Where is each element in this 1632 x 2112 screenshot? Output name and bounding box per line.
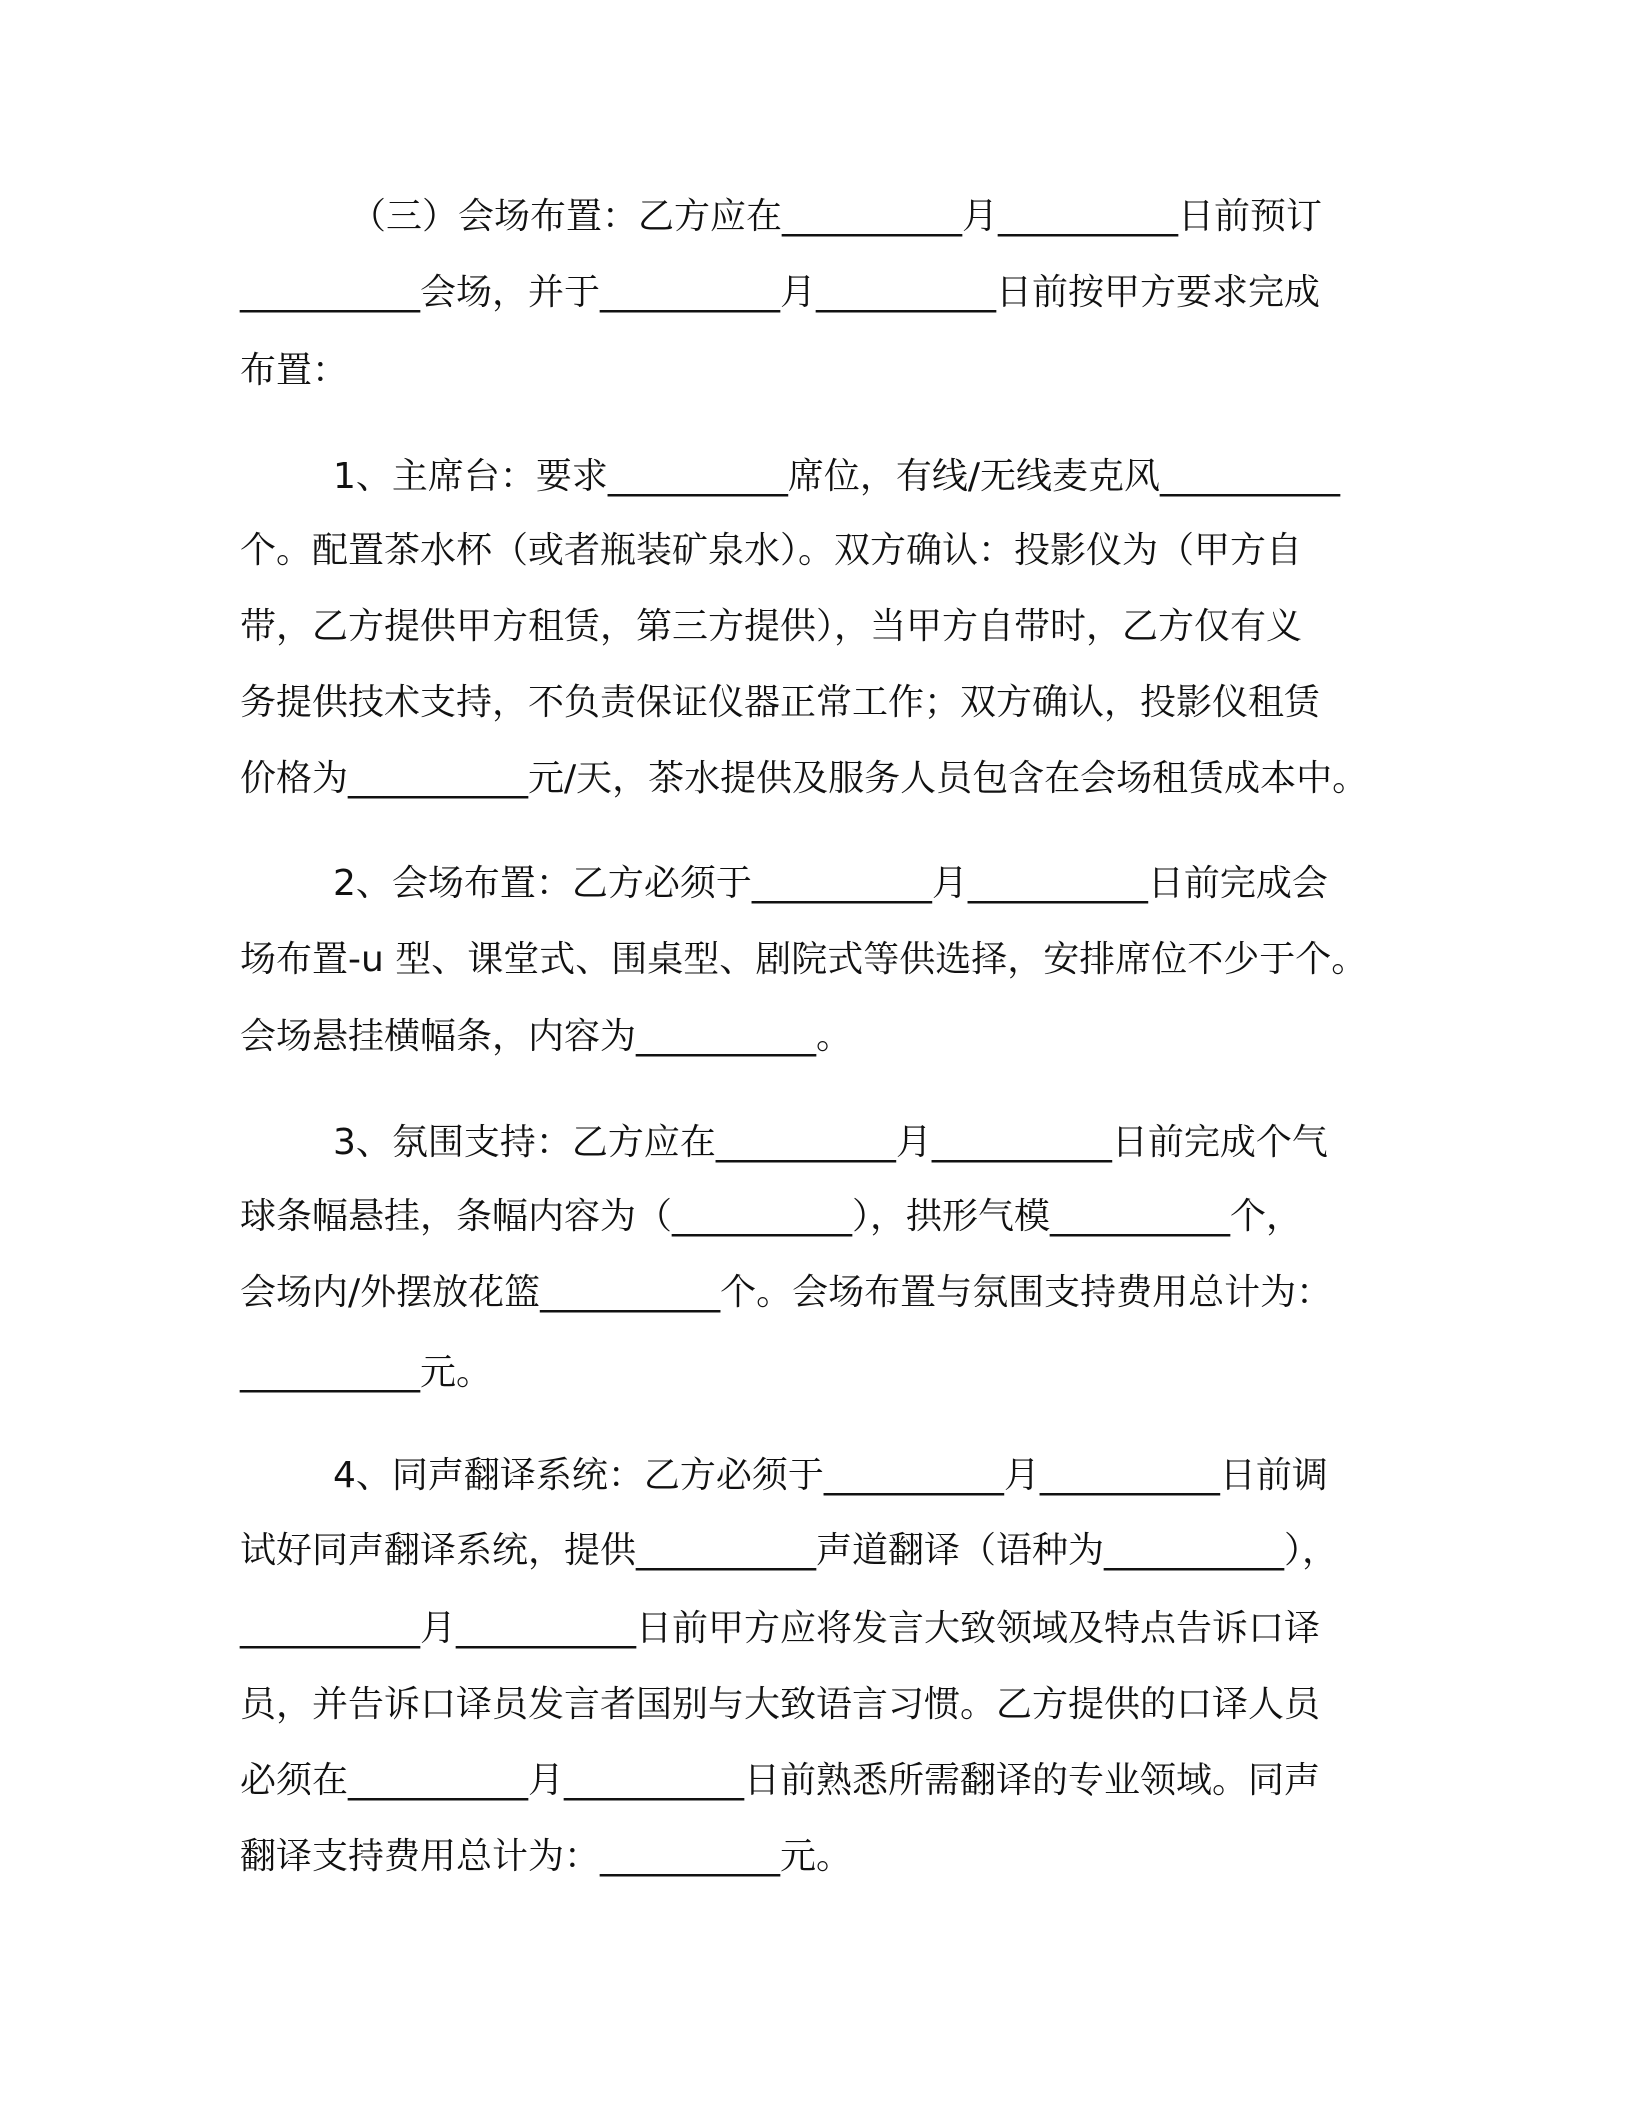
text-line: 会场内/外摆放花篮__________个。会场布置与氛围支持费用总计为： (240, 1272, 1333, 1313)
text-line: 价格为__________元/天，茶水提供及服务人员包含在会场租赁成本中。 (240, 758, 1369, 799)
text-line: 场布置-u 型、课堂式、围桌型、剧院式等供选择，安排席位不少于个。 (240, 939, 1368, 980)
text-line: 会场悬挂横幅条，内容为__________。 (240, 1016, 853, 1057)
text-line: 翻译支持费用总计为：__________元。 (240, 1836, 853, 1877)
text-line: 3、氛围支持：乙方应在__________月__________日前完成个气 (333, 1122, 1328, 1163)
text-line: 个。配置茶水杯（或者瓶装矿泉水）。双方确认：投影仪为（甲方自 (240, 530, 1303, 571)
text-line: __________会场，并于__________月__________日前按甲方要求完成 (240, 272, 1321, 313)
text-line: 带，乙方提供甲方租赁，第三方提供），当甲方自带时，乙方仅有义 (240, 606, 1303, 647)
text-line: 2、会场布置：乙方必须于__________月__________日前完成会 (333, 863, 1328, 904)
text-line: 布置： (240, 350, 349, 391)
text-line: 4、同声翻译系统：乙方必须于__________月__________日前调 (333, 1455, 1328, 1496)
text-line: 必须在__________月__________日前熟悉所需翻译的专业领域。同声 (240, 1760, 1321, 1801)
text-line: 务提供技术支持，不负责保证仪器正常工作；双方确认，投影仪租赁 (240, 682, 1321, 723)
text-line: 球条幅悬挂，条幅内容为（__________），拱形气模__________个， (240, 1196, 1303, 1237)
text-line: 员，并告诉口译员发言者国别与大致语言习惯。乙方提供的口译人员 (240, 1684, 1321, 1725)
text-line: （三）会场布置：乙方应在__________月__________日前预订 (350, 196, 1323, 237)
text-line: __________元。 (240, 1352, 493, 1393)
text-line: __________月__________日前甲方应将发言大致领域及特点告诉口译 (240, 1608, 1321, 1649)
text-line: 试好同声翻译系统，提供__________声道翻译（语种为__________）， (240, 1530, 1339, 1571)
text-line: 1、主席台：要求__________席位，有线/无线麦克风__________ (333, 456, 1341, 497)
